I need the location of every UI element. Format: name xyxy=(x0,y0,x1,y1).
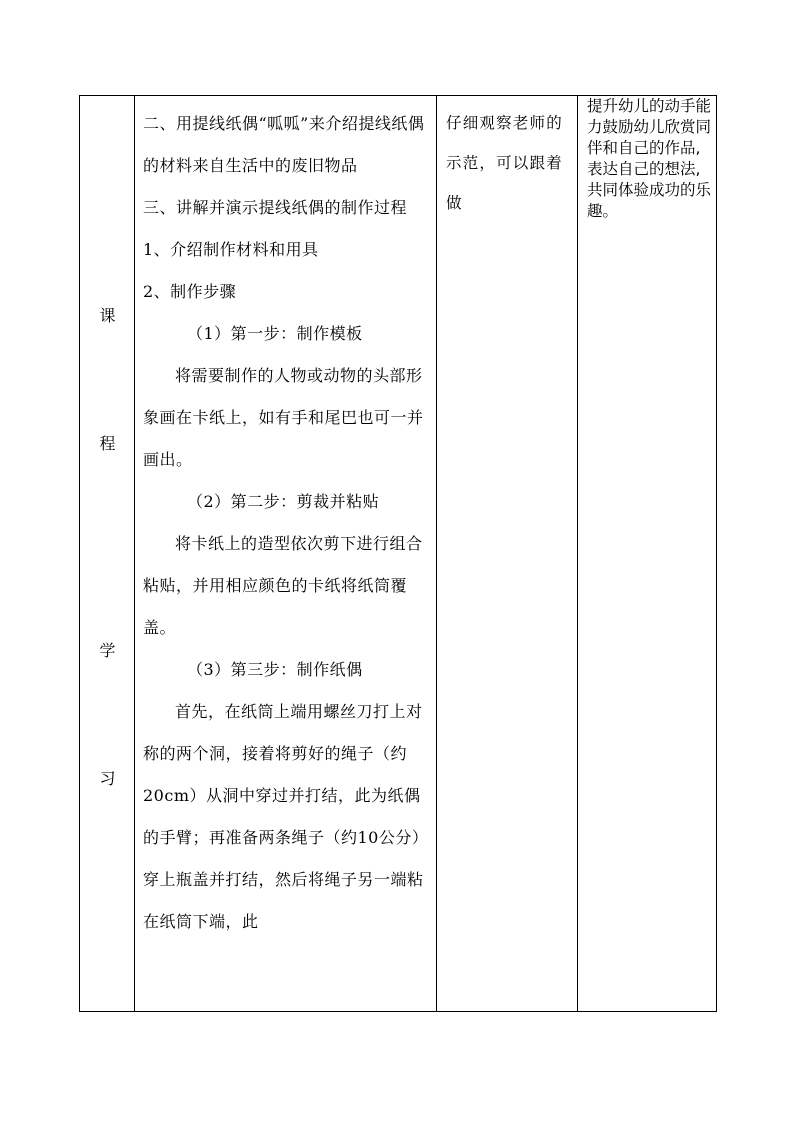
section-label-char: 学 xyxy=(99,641,116,660)
teacher-process-cell xyxy=(135,96,437,1012)
process-paragraph: 1、介绍制作材料和用具 xyxy=(143,240,319,259)
step-heading: （2）第二步：剪裁并粘贴 xyxy=(187,492,380,511)
table-row xyxy=(80,96,717,1012)
process-paragraph: 将卡纸上的造型依次剪下进行组合粘贴，并用相应颜色的卡纸将纸筒覆盖。 xyxy=(143,534,423,637)
lesson-plan-table xyxy=(79,95,717,1012)
process-paragraph: 首先，在纸筒上端用螺丝刀打上对称的两个洞，接着将剪好的绳子（约20cm）从洞中穿过并打结，此为纸偶的手臂；再准备两条绳子（约10公分）穿上瓶盖并打结，然后将绳子另一端粘在纸筒下端，此 xyxy=(143,702,429,931)
section-label-char: 程 xyxy=(99,434,116,453)
student-activity-text: 仔细观察老师的示范，可以跟着做 xyxy=(446,114,563,212)
section-label-char: 课 xyxy=(99,306,116,325)
section-label-cell xyxy=(80,96,135,1012)
step-heading: （3）第三步：制作纸偶 xyxy=(187,660,363,679)
goal-text: 提升幼儿的动手能力鼓励幼儿欣赏同伴和自己的作品,表达自己的想法,共同体验成功的乐趣。 xyxy=(587,97,712,220)
step-heading: （1）第一步：制作模板 xyxy=(187,324,363,343)
section-label-char: 习 xyxy=(99,769,116,788)
student-activity-cell xyxy=(437,96,578,1012)
process-paragraph: 2、制作步骤 xyxy=(143,282,237,301)
goal-cell xyxy=(578,96,717,1012)
process-paragraph: 将需要制作的人物或动物的头部形象画在卡纸上，如有手和尾巴也可一并画出。 xyxy=(143,366,424,469)
process-paragraph: 三、讲解并演示提线纸偶的制作过程 xyxy=(143,198,408,217)
process-paragraph: 二、用提线纸偶“呱呱”来介绍提线纸偶的材料来自生活中的废旧物品 xyxy=(143,114,425,175)
